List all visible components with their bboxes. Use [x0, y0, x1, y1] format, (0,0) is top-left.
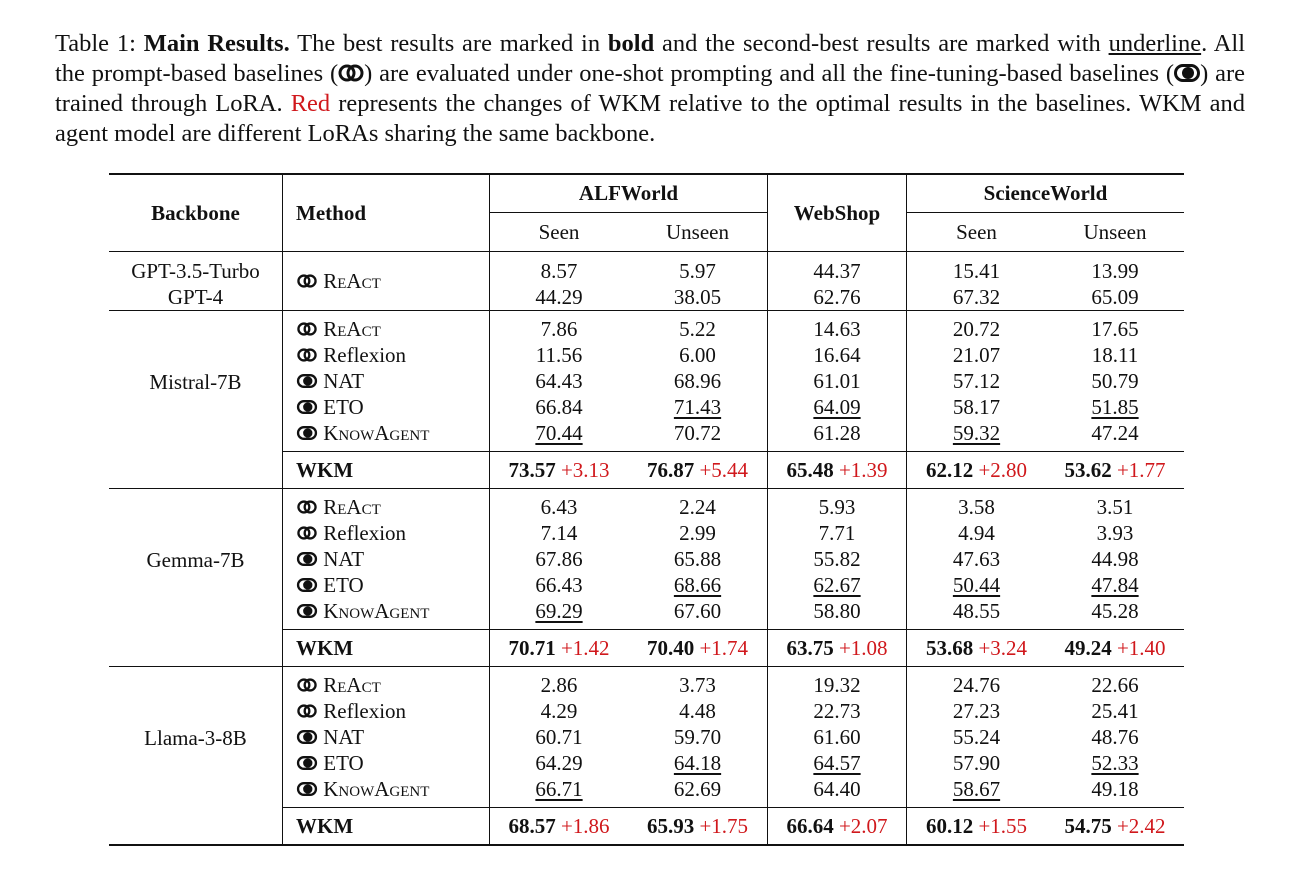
table-row	[109, 489, 1184, 521]
backbone-cell: Gemma-7B	[146, 548, 245, 572]
caption-underline-word: underline	[1108, 30, 1202, 57]
wkm-value: 62.12	[925, 458, 974, 482]
finetune-based-icon	[296, 756, 318, 770]
value-cell	[768, 342, 907, 368]
value-cell	[768, 572, 907, 598]
value-cell	[490, 489, 629, 521]
value-cell	[490, 546, 629, 572]
caption-text: ) are trained through LoRA.	[55, 60, 1245, 117]
prompt-based-icon	[296, 704, 318, 718]
backbone-name: GPT-3.5-Turbo	[131, 259, 260, 283]
value: 4.48	[679, 699, 716, 723]
method-cell	[283, 598, 490, 630]
wkm-value-cell	[628, 452, 768, 489]
value: 20.72	[952, 317, 1001, 341]
backbone-cell: Mistral-7B	[149, 370, 242, 394]
wkm-value-cell	[1046, 630, 1184, 667]
subheader-alf-unseen: Unseen	[666, 220, 729, 244]
value-cell	[628, 572, 768, 598]
value: 7.86	[540, 317, 578, 341]
value: 22.66	[1091, 673, 1139, 697]
wkm-value-cell	[628, 630, 768, 667]
backbone-cell: Llama-3-8B	[144, 726, 247, 750]
finetune-based-icon	[296, 604, 318, 618]
value-cell	[490, 724, 629, 750]
value: 3.58	[958, 495, 995, 519]
value: 67.32	[952, 285, 1001, 309]
method-name: NAT	[323, 369, 365, 393]
finetune-based-icon	[296, 552, 318, 566]
caption-text: and the second-best results are marked with	[654, 30, 1109, 57]
value: 61.28	[813, 421, 861, 445]
value-cell	[1046, 420, 1184, 452]
value: 64.57	[813, 751, 861, 775]
value: 45.28	[1091, 599, 1139, 623]
table-row	[109, 667, 1184, 699]
wkm-value: 70.71	[508, 636, 556, 660]
header-alfworld	[490, 174, 768, 213]
value: 66.43	[535, 573, 583, 597]
prompt-based-icon	[338, 64, 364, 82]
value-cell	[628, 776, 768, 808]
value-cell	[490, 750, 629, 776]
value-cell	[907, 252, 1047, 311]
caption-label: Table 1:	[55, 30, 136, 57]
method-cell	[283, 667, 490, 699]
value: 17.65	[1091, 317, 1139, 341]
value: 7.14	[540, 521, 578, 545]
prompt-based-icon	[296, 322, 318, 336]
value-cell	[1046, 368, 1184, 394]
value-cell	[907, 698, 1047, 724]
value: 65.88	[673, 547, 722, 571]
prompt-based-icon	[296, 274, 318, 288]
value: 2.86	[540, 673, 578, 697]
caption-text: The best results are marked in	[289, 30, 608, 57]
value: 62.67	[813, 573, 861, 597]
value: 70.44	[535, 421, 583, 445]
value: 13.99	[1091, 259, 1139, 283]
value: 50.44	[952, 573, 1001, 597]
wkm-value-cell	[768, 452, 907, 489]
finetune-based-icon	[296, 578, 318, 592]
value: 67.86	[535, 547, 583, 571]
value-cell	[628, 394, 768, 420]
value-cell	[490, 394, 629, 420]
value: 70.72	[673, 421, 722, 445]
value-cell	[907, 546, 1047, 572]
value: 58.67	[952, 777, 1001, 801]
value-cell	[907, 420, 1047, 452]
wkm-delta: +1.08	[838, 636, 888, 660]
finetune-based-icon	[296, 400, 318, 414]
wkm-delta: +1.40	[1116, 636, 1166, 660]
value-cell	[768, 598, 907, 630]
value: 25.41	[1091, 699, 1139, 723]
method-cell	[283, 698, 490, 724]
value: 27.23	[952, 699, 1001, 723]
value: 61.01	[813, 369, 861, 393]
value-cell	[1046, 667, 1184, 699]
value: 3.73	[679, 673, 716, 697]
wkm-value-cell	[768, 630, 907, 667]
wkm-value: 54.75	[1064, 814, 1112, 838]
wkm-delta: +2.42	[1116, 814, 1166, 838]
wkm-delta: +1.55	[978, 814, 1028, 838]
value-cell	[1046, 311, 1184, 343]
value-cell	[1046, 520, 1184, 546]
method-cell	[283, 520, 490, 546]
value: 67.60	[673, 599, 722, 623]
caption-text: . All the prompt-based baselines (	[55, 30, 1245, 87]
value-cell	[1046, 342, 1184, 368]
table-row	[109, 311, 1184, 343]
finetune-based-icon	[296, 374, 318, 388]
wkm-value: 63.75	[786, 636, 834, 660]
wkm-delta: +1.86	[560, 814, 610, 838]
value: 47.24	[1091, 421, 1139, 445]
value-cell	[1046, 546, 1184, 572]
wkm-value-cell	[628, 808, 768, 846]
value-cell	[768, 520, 907, 546]
value: 5.93	[818, 495, 856, 519]
wkm-value-cell	[907, 630, 1047, 667]
value: 69.29	[535, 599, 583, 623]
value-cell	[490, 776, 629, 808]
wkm-value: 65.48	[786, 458, 834, 482]
value: 2.99	[679, 521, 716, 545]
method-name: ReAct	[323, 269, 381, 293]
value: 66.84	[535, 395, 583, 419]
value-cell	[1046, 394, 1184, 420]
method-name: NAT	[323, 725, 365, 749]
wkm-value: 65.93	[646, 814, 695, 838]
value-cell	[490, 598, 629, 630]
wkm-delta: +2.80	[978, 458, 1028, 482]
value-cell	[907, 750, 1047, 776]
wkm-value-cell	[490, 452, 629, 489]
header-scienceworld-label: ScienceWorld	[907, 175, 1184, 213]
value-cell	[628, 750, 768, 776]
value-cell	[907, 520, 1047, 546]
value-cell	[1046, 776, 1184, 808]
value-cell	[768, 546, 907, 572]
value-cell	[628, 311, 768, 343]
value: 52.33	[1091, 751, 1139, 775]
value: 7.71	[818, 521, 856, 545]
value: 5.97	[679, 259, 716, 283]
method-cell	[283, 342, 490, 368]
value-cell	[768, 724, 907, 750]
subheader-alf-seen: Seen	[490, 213, 629, 252]
method-name: KnowAgent	[323, 599, 430, 623]
header-backbone: Backbone	[151, 201, 240, 225]
wkm-value: 49.24	[1064, 636, 1112, 660]
value: 49.18	[1091, 777, 1139, 801]
value: 55.82	[813, 547, 861, 571]
value: 64.09	[813, 395, 861, 419]
value: 24.76	[952, 673, 1001, 697]
value-cell	[1046, 598, 1184, 630]
value: 6.00	[679, 343, 716, 367]
value-cell	[907, 489, 1047, 521]
value: 48.76	[1091, 725, 1139, 749]
value: 64.40	[813, 777, 861, 801]
header-webshop: WebShop	[768, 174, 907, 252]
value: 5.22	[679, 317, 716, 341]
value-cell	[628, 342, 768, 368]
method-cell	[283, 776, 490, 808]
caption-red-word: Red	[290, 90, 331, 117]
value-cell	[628, 546, 768, 572]
finetune-based-icon	[1174, 64, 1200, 82]
header-alfworld-label: ALFWorld	[490, 175, 767, 213]
table-row	[109, 252, 1184, 311]
method-name: ETO	[323, 395, 364, 419]
method-name: KnowAgent	[323, 777, 430, 801]
method-cell: WKM	[283, 630, 490, 667]
value: 62.69	[673, 777, 722, 801]
method-cell	[283, 546, 490, 572]
wkm-delta: +1.77	[1116, 458, 1166, 482]
value-cell	[628, 368, 768, 394]
method-cell	[283, 724, 490, 750]
prompt-based-icon	[296, 500, 318, 514]
wkm-value-cell	[907, 808, 1047, 846]
value: 8.57	[540, 259, 578, 283]
results-table	[109, 173, 1184, 846]
wkm-value-cell	[1046, 808, 1184, 846]
backbone-name: GPT-4	[167, 285, 224, 309]
value-cell	[768, 750, 907, 776]
value-cell	[768, 667, 907, 699]
value: 2.24	[679, 495, 716, 519]
value-cell	[1046, 698, 1184, 724]
header-scienceworld	[907, 174, 1185, 213]
header-method: Method	[283, 174, 490, 252]
value-cell	[907, 311, 1047, 343]
value-cell	[768, 368, 907, 394]
backbone-cell	[109, 252, 283, 311]
wkm-delta: +3.13	[560, 458, 610, 482]
value-cell	[490, 342, 629, 368]
method-cell	[283, 394, 490, 420]
prompt-based-icon	[296, 526, 318, 540]
value-cell	[907, 724, 1047, 750]
wkm-value: 76.87	[646, 458, 695, 482]
value-cell	[1046, 489, 1184, 521]
value: 47.84	[1091, 573, 1139, 597]
wkm-value: 60.12	[925, 814, 974, 838]
caption-bold-word: bold	[607, 30, 655, 57]
value: 44.29	[535, 285, 583, 309]
value: 59.70	[673, 725, 722, 749]
wkm-value-cell	[490, 630, 629, 667]
value: 50.79	[1091, 369, 1139, 393]
value-cell	[628, 724, 768, 750]
value-cell	[907, 667, 1047, 699]
value: 4.29	[540, 699, 578, 723]
wkm-value: 66.64	[786, 814, 834, 838]
method-name: ETO	[323, 751, 364, 775]
value: 3.93	[1096, 521, 1134, 545]
method-cell: WKM	[283, 808, 490, 846]
value: 71.43	[673, 395, 722, 419]
value-cell	[490, 698, 629, 724]
wkm-value: 70.40	[646, 636, 695, 660]
value: 44.37	[813, 259, 861, 283]
value-cell	[490, 520, 629, 546]
wkm-value: 53.62	[1064, 458, 1112, 482]
value-cell	[1046, 750, 1184, 776]
value-cell	[628, 489, 768, 521]
method-cell: WKM	[283, 452, 490, 489]
value: 65.09	[1091, 285, 1139, 309]
value-cell	[768, 420, 907, 452]
value-cell	[490, 368, 629, 394]
value: 68.66	[673, 573, 722, 597]
value: 64.43	[535, 369, 583, 393]
value: 15.41	[952, 259, 1001, 283]
method-name: KnowAgent	[323, 421, 430, 445]
method-cell	[283, 572, 490, 598]
value-cell	[768, 252, 907, 311]
value-cell	[628, 520, 768, 546]
method-cell	[283, 252, 490, 311]
caption-title: Main Results.	[143, 30, 290, 57]
value: 60.71	[535, 725, 583, 749]
value-cell	[628, 598, 768, 630]
value-cell	[907, 394, 1047, 420]
value: 61.60	[813, 725, 861, 749]
value-cell	[907, 776, 1047, 808]
finetune-based-icon	[296, 782, 318, 796]
value-cell	[628, 420, 768, 452]
value-cell	[768, 698, 907, 724]
value: 51.85	[1091, 395, 1139, 419]
wkm-value: 68.57	[508, 814, 556, 838]
value-cell	[768, 394, 907, 420]
value: 47.63	[952, 547, 1001, 571]
method-name: ReAct	[323, 673, 381, 697]
method-cell	[283, 750, 490, 776]
value-cell	[907, 342, 1047, 368]
value-cell	[490, 252, 629, 311]
method-name: ReAct	[323, 317, 381, 341]
subheader-sci-seen: Seen	[907, 213, 1047, 252]
method-cell	[283, 420, 490, 452]
value: 3.51	[1096, 495, 1134, 519]
method-name: ETO	[323, 573, 364, 597]
method-name: NAT	[323, 547, 365, 571]
value-cell	[490, 572, 629, 598]
wkm-value: 73.57	[508, 458, 556, 482]
value-cell	[1046, 724, 1184, 750]
value: 59.32	[952, 421, 1001, 445]
value-cell	[768, 489, 907, 521]
value: 44.98	[1091, 547, 1139, 571]
value: 58.80	[813, 599, 861, 623]
wkm-value-cell	[768, 808, 907, 846]
value-cell	[628, 698, 768, 724]
value: 38.05	[673, 285, 722, 309]
value: 57.90	[952, 751, 1001, 775]
value: 62.76	[813, 285, 861, 309]
value-cell	[490, 667, 629, 699]
value: 58.17	[952, 395, 1001, 419]
method-name: Reflexion	[323, 343, 407, 367]
value: 55.24	[952, 725, 1001, 749]
value-cell	[768, 776, 907, 808]
caption-text: represents the changes of WKM relative to the optimal results in the baselines. WKM and agent model are different LoRAs sharing the same backbone.	[55, 90, 1245, 147]
value-cell	[490, 420, 629, 452]
wkm-value: 53.68	[925, 636, 974, 660]
value-cell	[907, 572, 1047, 598]
wkm-value-cell	[1046, 452, 1184, 489]
value: 6.43	[540, 495, 578, 519]
value-cell	[1046, 252, 1184, 311]
method-name: Reflexion	[323, 699, 407, 723]
wkm-delta: +1.39	[838, 458, 888, 482]
value: 14.63	[813, 317, 861, 341]
value: 68.96	[673, 369, 722, 393]
value-cell	[1046, 572, 1184, 598]
method-name: ReAct	[323, 495, 381, 519]
value-cell	[490, 311, 629, 343]
wkm-delta: +3.24	[978, 636, 1028, 660]
value: 66.71	[535, 777, 583, 801]
value: 64.29	[535, 751, 583, 775]
value: 18.11	[1091, 343, 1139, 367]
method-cell	[283, 368, 490, 394]
value: 48.55	[952, 599, 1001, 623]
method-cell	[283, 489, 490, 521]
wkm-delta: +5.44	[699, 458, 749, 482]
method-name: Reflexion	[323, 521, 407, 545]
value-cell	[628, 667, 768, 699]
prompt-based-icon	[296, 348, 318, 362]
value: 4.94	[958, 521, 995, 545]
method-cell	[283, 311, 490, 343]
caption-text: ) are evaluated under one-shot prompting and all the fine-tuning-based baselines (	[364, 60, 1175, 87]
value: 64.18	[673, 751, 722, 775]
value: 11.56	[535, 343, 583, 367]
finetune-based-icon	[296, 730, 318, 744]
wkm-value-cell	[490, 808, 629, 846]
value-cell	[768, 311, 907, 343]
value: 21.07	[952, 343, 1001, 367]
finetune-based-icon	[296, 426, 318, 440]
value-cell	[907, 598, 1047, 630]
wkm-delta: +1.74	[699, 636, 749, 660]
wkm-delta: +2.07	[838, 814, 888, 838]
wkm-delta: +1.42	[560, 636, 610, 660]
wkm-value-cell	[907, 452, 1047, 489]
table-caption	[55, 29, 1245, 149]
prompt-based-icon	[296, 678, 318, 692]
value: 22.73	[813, 699, 861, 723]
value-cell	[907, 368, 1047, 394]
value: 57.12	[952, 369, 1001, 393]
value-cell	[628, 252, 768, 311]
wkm-delta: +1.75	[699, 814, 749, 838]
value: 16.64	[813, 343, 861, 367]
subheader-sci-unseen: Unseen	[1083, 220, 1147, 244]
value: 19.32	[813, 673, 861, 697]
